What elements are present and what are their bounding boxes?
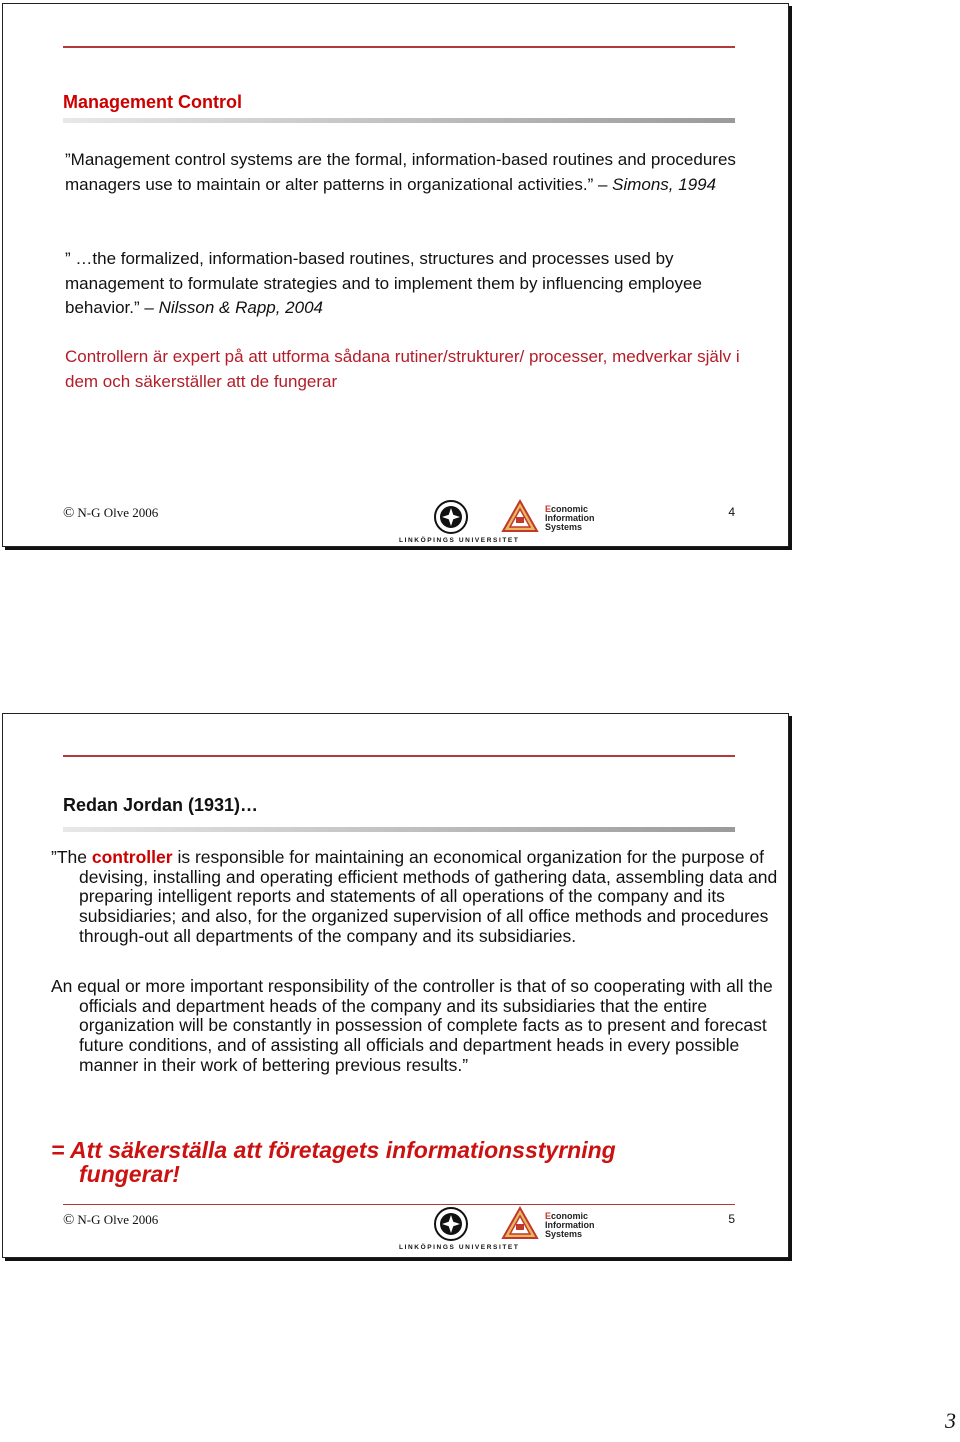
eis-triangle-logo-icon bbox=[501, 1206, 539, 1240]
slide-footer bbox=[63, 1206, 735, 1252]
title-underline bbox=[63, 827, 735, 832]
slide-footer bbox=[63, 499, 735, 545]
document-page-number: 3 bbox=[945, 1408, 956, 1433]
footer-rule bbox=[63, 1204, 735, 1205]
top-rule bbox=[63, 46, 735, 48]
conclusion-line-1: = Att säkerställa att företagets informationsstyrning bbox=[51, 1137, 616, 1163]
slide-5 bbox=[2, 713, 789, 1258]
quote-simons-text: Management control systems are the formal, information-based routines and procedures managers use to maintain or alter patterns in organizational activities. bbox=[65, 150, 736, 194]
copyright: © N-G Olve 2006 bbox=[63, 1212, 159, 1228]
top-rule bbox=[63, 755, 735, 757]
eis-logo-text: Economic Information Systems bbox=[545, 504, 595, 532]
eis-triangle-logo-icon bbox=[501, 499, 539, 533]
eis-logo-text: Economic Information Systems bbox=[545, 1211, 595, 1239]
quote-nilsson-source: Nilsson & Rapp, 2004 bbox=[158, 298, 323, 317]
slide-page-number: 4 bbox=[728, 505, 735, 519]
linkoping-university-label: LINKÖPINGS UNIVERSITET bbox=[399, 537, 520, 544]
title-underline bbox=[63, 118, 735, 123]
controller-highlight: controller bbox=[91, 847, 173, 867]
linkoping-university-seal-icon bbox=[431, 1206, 471, 1242]
linkoping-university-seal-icon bbox=[431, 499, 471, 535]
conclusion-line-2: fungerar! bbox=[79, 1161, 180, 1187]
swedish-statement: Controllern är expert på att utforma sådana rutiner/strukturer/ processer, medverkar själv i dem och säkerställer att de fungerar bbox=[65, 347, 740, 391]
quote-nilsson-text: the formalized, information-based routines, structures and processes used by management to formulate strategies and to implement them by influencing employee behavior. bbox=[65, 249, 702, 317]
jordan-second-paragraph: An equal or more important responsibility of the controller is that of so cooperating with all the officials and department heads of the company and its subsidiaries that the entire organization will be constantly in possession of complete facts as to present and forecast future conditions, and of assisting all officials and department heads in every possible manner in their work of bettering previous results.” bbox=[51, 976, 773, 1075]
slide-title: Redan Jordan (1931)… bbox=[63, 795, 259, 815]
copyright: © N-G Olve 2006 bbox=[63, 505, 159, 521]
slide-page-number: 5 bbox=[728, 1212, 735, 1226]
quote-nilsson: ” …the formalized, information-based routines, structures and processes used by management to formulate strategies and to implement them by influencing employee behavior.” – Nilsson & Rapp, 2004 bbox=[65, 249, 702, 317]
quote-simons: ”Management control systems are the formal, information-based routines and procedures managers use to maintain or alter patterns in organizational activities.” – Simons, 1994 bbox=[65, 150, 736, 194]
jordan-quote-paragraph: ”The controller is responsible for maintaining an economical organization for the purpose of devising, installing and operating efficient methods of gathering data, assembling data and preparing intelligent reports and statements of all operations of the company and its subsidiaries; and also, for the organized supervision of all office methods and procedures through-out all departments of the company and its subsidiaries. bbox=[51, 847, 778, 946]
slide-4 bbox=[2, 3, 789, 547]
quote-simons-source: Simons, 1994 bbox=[612, 174, 717, 194]
slide-title: Management Control bbox=[63, 92, 243, 112]
linkoping-university-label: LINKÖPINGS UNIVERSITET bbox=[399, 1244, 520, 1251]
